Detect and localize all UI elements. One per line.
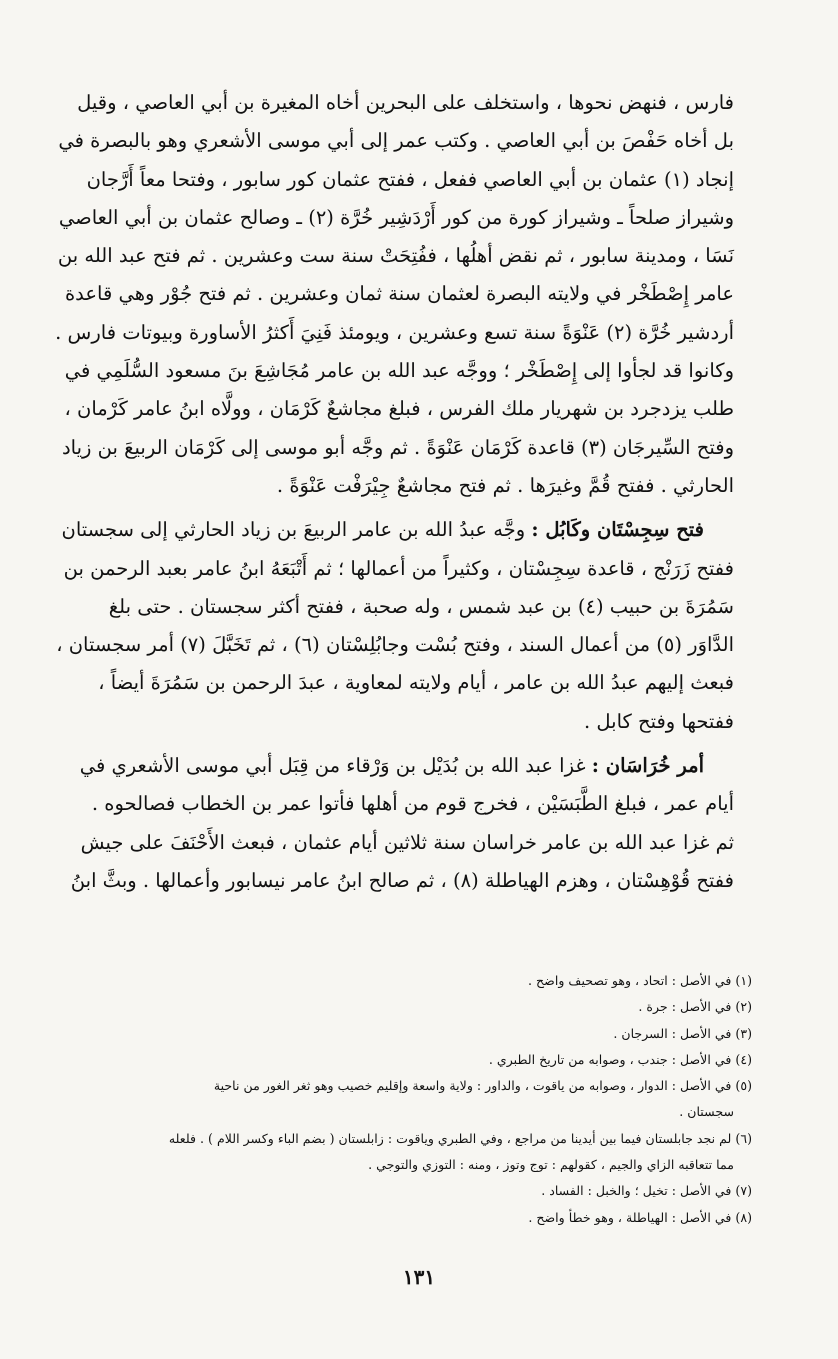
text-line: وفتح السِّيرجَان (٣) قاعدة كَرْمَان عَنْوَةً . ثم وجَّه أبو موسى إلى كَرْمَان الربيعَ بن زياد <box>62 435 734 459</box>
text-line: الدَّاوَر (٥) من أعمال السند ، وفتح بُسْت وجابُلِسْتان (٦) ، ثم تَخَبَّلَ (٧) أمر سجستان ، <box>56 633 734 657</box>
text-line: ثم غزا عبد الله بن عامر خراسان سنة ثلاثين أيام عثمان ، فبعث الأَحْنَفَ على جيش <box>80 830 734 854</box>
text-line: أردشير خُرَّة (٢) عَنْوَةً سنة تسع وعشرين ، ويومئذ فَنِيَ أَكثرُ الأساورة وبيوتات فارس . <box>55 320 734 344</box>
text-line: ففتحها وفتح كابل . <box>583 709 734 733</box>
section-first-line <box>61 511 734 549</box>
footnote: (٣) في الأصل : السرجان . <box>613 1025 752 1041</box>
text-line: ففتح قُوْهِسْتان ، وهزم الهياطلة (٨) ، ثم صالح ابنُ عامر نيسابور وأعمالها . وبثَّ ابنُ <box>70 868 734 892</box>
footnote: (٨) في الأصل : الهياطلة ، وهو خطأ واضح . <box>528 1209 752 1225</box>
text-line: سَمُرَةَ بن حبيب (٤) بن عبد شمس ، وله صحبة ، ففتح أكثر سجستان . حتى بلغ <box>108 594 734 618</box>
text-line: فارس ، فنهض نحوها ، واستخلف على البحرين أخاه المغيرة بن أبي العاصي ، وقيل <box>77 91 734 114</box>
text-line: بل أخاه حَفْصَ بن أبي العاصي . وكتب عمر إلى أبي موسى الأشعري وهو بالبصرة في <box>58 129 734 153</box>
text-line: ففتح زَرَنْج ، قاعدة سِجِسْتان ، وكثيراً من أعمالها ؛ ثم أَتْبَعَهُ ابنُ عامر بعبد الرحمن بن <box>63 556 734 580</box>
footnote-continuation: سجستان . <box>679 1104 734 1120</box>
footnote: (٦) لم نجد جابلستان فيما بين أيدينا من مراجع ، وفي الطبري وياقوت : زابلستان ( بضم الباء وكسر اللام ) . فلعله <box>168 1130 752 1146</box>
text-line: فبعث إليهم عبدُ الله بن عامر ، أيام ولايته لمعاوية ، عبدَ الرحمن بن سَمُرَةَ أيضاً ، <box>98 671 734 695</box>
text-line: وكانوا قد لجأوا إلى إِصْطَخْر ؛ ووجَّه عبد الله بن عامر مُجَاشِعَ بنَ مسعود السُّلَمِي في <box>64 359 734 383</box>
text-line: عامر إِصْطَخْر في ولايته البصرة لعثمان سنة ثمان وعشرين . ثم فتح جُوْر وهي قاعدة <box>64 282 734 306</box>
section-heading-sijistan: فتح سِجِسْتَان وكَابُل : <box>531 518 704 542</box>
main-text <box>55 84 734 900</box>
text-line: إنجاد (١) عثمان بن أبي العاصي ففعل ، ففتح عثمان كور سابور ، وفتحا معاً أَرَّجان <box>86 167 734 191</box>
text-line: وشيراز صلحاً ـ وشيراز كورة من كور أَرْدَشِير خُرَّة (٢) ـ وصالح عثمان بن أبي العاصي <box>58 205 734 229</box>
text-line: الحارثي . ففتح قُمَّ وغيرَها . ثم فتح مجاشعٌ جِيْرَفْت عَنْوَةً . <box>276 473 734 497</box>
footnote: (٢) في الأصل : جرة . <box>638 999 752 1015</box>
text-line: أيام عمر ، فبلغ الطَّبَسَيْن ، فخرج قوم من أهلها فأتوا عمر بن الخطاب فصالحوه . <box>91 792 734 816</box>
page-number: ١٣١ <box>402 1265 436 1289</box>
section-first-line <box>79 747 734 785</box>
text-span: غزا عبد الله بن بُدَيْل بن وَرْقاء من قِبَل أبي موسى الأشعري في <box>79 754 586 778</box>
footnote-continuation: مما تتعاقبه الزاي والجيم ، كقولهم : توج وتوز ، ومنه : التوزي والتوجي . <box>368 1157 734 1173</box>
section-heading-khurasan: أمر خُرَاسَان : <box>591 754 704 778</box>
footnote: (٤) في الأصل : جندب ، وصوابه من تاريخ الطبري . <box>488 1051 752 1067</box>
text-line: طلب يزدجرد بن شهريار ملك الفرس ، فبلغ مجاشعٌ كَرْمَان ، وولَّاه ابنُ عامر كَرْمان ، <box>64 397 734 421</box>
footnote: (١) في الأصل : اتحاد ، وهو تصحيف واضح . <box>528 973 752 988</box>
footnote: (٥) في الأصل : الدوار ، وصوابه من ياقوت ، والداور : ولاية واسعة وإقليم خصيب وهو ثغر الغور من ناحية <box>213 1078 752 1094</box>
footnote: (٧) في الأصل : تخيل ؛ والخبل : الفساد . <box>541 1183 752 1199</box>
text-line: نَسَا ، ومدينة سابور ، ثم نقض أهلُها ، ففُتِحَتْ سنة ست وعشرين . ثم فتح عبد الله بن <box>57 244 734 268</box>
footnotes <box>82 968 752 1231</box>
text-span: وجَّه عبدُ الله بن عامر الربيعَ بن زياد الحارثي إلى سجستان <box>61 518 526 542</box>
